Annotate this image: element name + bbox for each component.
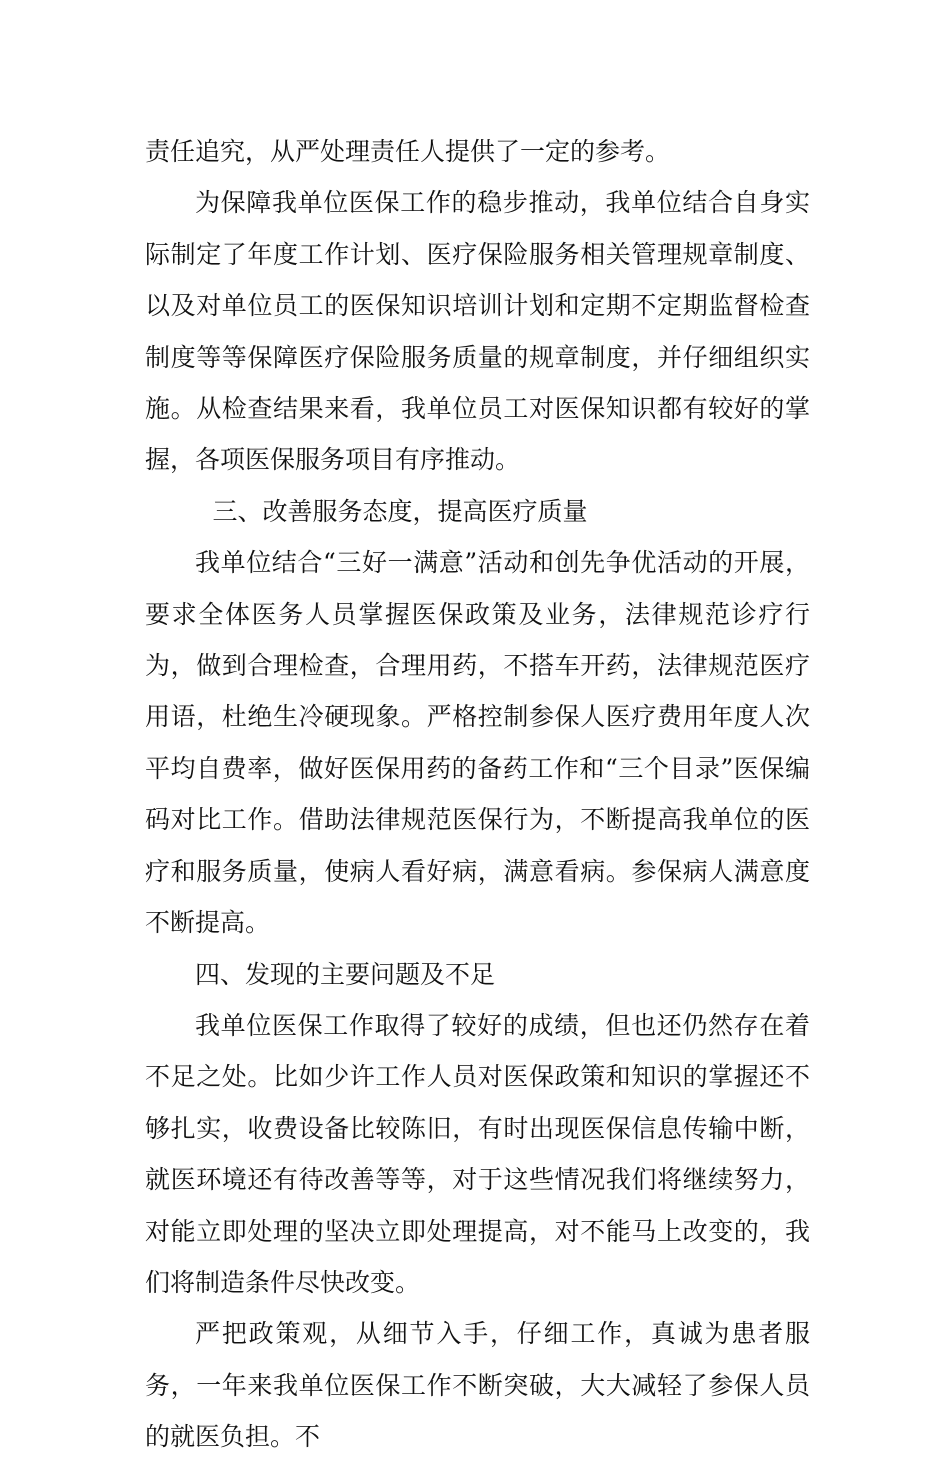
paragraph-service-quality: 我单位结合“三好一满意”活动和创先争优活动的开展，要求全体医务人员掌握医保政策及业务，法律规范诊疗行为，做到合理检查，合理用药，不搭车开药，法律规范医疗用语，杜绝生冷硬现象。严格控制参保人医疗费用年度人次平均自费率，做好医保用药的备药工作和“三个目录”医保编码对比工作。借助法律规范医保行为，不断提高我单位的医疗和服务质量，使病人看好病，满意看病。参保病人满意度不断提高。: [145, 548, 810, 938]
paragraph-continuation: 责任追究，从严处理责任人提供了一定的参考。: [145, 137, 671, 166]
paragraph-conclusion: 严把政策观，从细节入手，仔细工作，真诚为患者服务，一年来我单位医保工作不断突破，大大减轻了参保人员的就医负担。不: [145, 1319, 810, 1452]
section-heading-4: 四、发现的主要问题及不足: [195, 959, 496, 989]
section-heading-3: 三、改善服务态度，提高医疗质量: [212, 496, 588, 526]
document-body: [145, 126, 810, 1463]
paragraph-problems: 我单位医保工作取得了较好的成绩，但也还仍然存在着不足之处。比如少许工作人员对医保政策和知识的掌握还不够扎实，收费设备比较陈旧，有时出现医保信息传输中断，就医环境还有待改善等等，对于这些情况我们将继续努力，对能立即处理的坚决立即处理提高，对不能马上改变的，我们将制造条件尽快改变。: [145, 1010, 810, 1297]
paragraph-implementation: 为保障我单位医保工作的稳步推动，我单位结合自身实际制定了年度工作计划、医疗保险服务相关管理规章制度、以及对单位员工的医保知识培训计划和定期不定期监督检查制度等等保障医疗保险服务质量的规章制度，并仔细组织实施。从检查结果来看，我单位员工对医保知识都有较好的掌握，各项医保服务项目有序推动。: [145, 188, 810, 475]
